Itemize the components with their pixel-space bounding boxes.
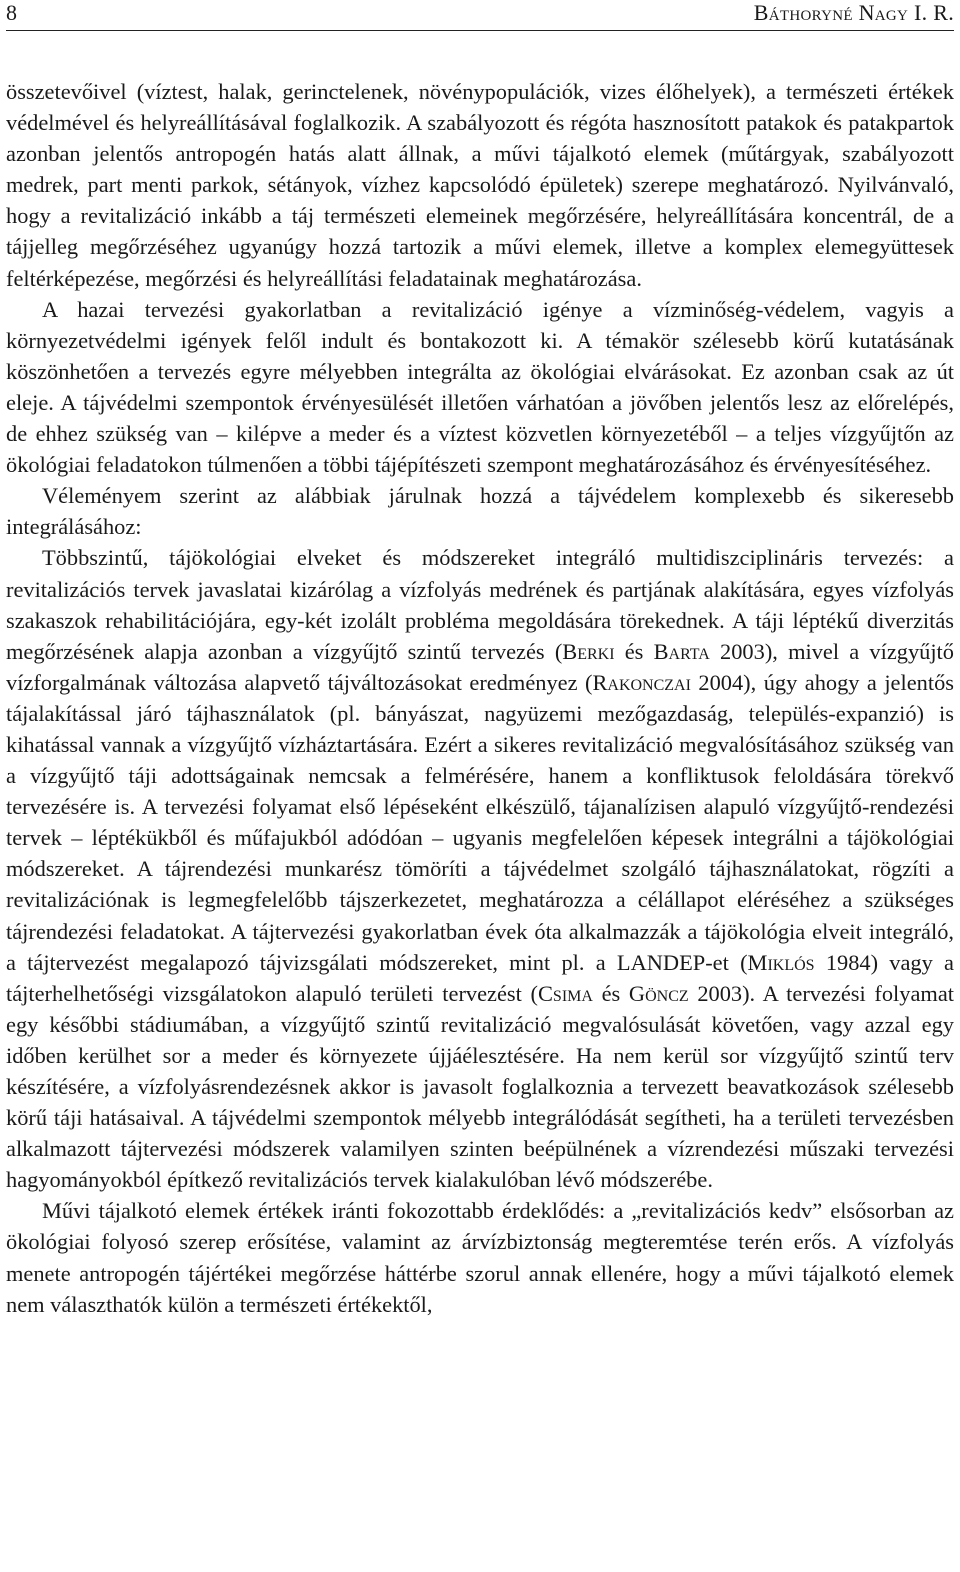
paragraph: Véleményem szerint az alábbiak járulnak hozzá a tájvédelem komplexebb és sikeresebb integrálásához: bbox=[6, 483, 954, 540]
running-header-author: Báthoryné Nagy I. R. bbox=[753, 0, 954, 25]
body-text bbox=[6, 76, 954, 1320]
citation-author: Barta bbox=[653, 638, 710, 664]
citation-author: Miklós bbox=[747, 949, 815, 975]
running-header bbox=[6, 0, 954, 31]
citation-author: Berki bbox=[562, 638, 615, 664]
page-number: 8 bbox=[6, 0, 17, 25]
paragraph: A hazai tervezési gyakorlatban a revitalizáció igénye a vízminőség-védelem, vagyis a környezetvédelmi igények felől indult és bontakozott ki. A témakör szélesebb körű kutatásának köszönhetően a tervezés egyre mélyebben integrálta az ökológiai elvárásokat. Ez azonban csak az út eleje. A tájvédelmi szempontok érvényesülését illetően várhatóan a jövőben jelentős lesz az előrelépés, de ehhez szükség van – kilépve a meder és a víztest közvetlen környezetéből – a teljes vízgyűjtőn az ökológiai feladatokon túlmenően a többi tájépítészeti szempont meghatározásához és érvényesítéséhez. bbox=[6, 296, 954, 478]
paragraph: Művi tájalkotó elemek értékek iránti fokozottabb érdeklődés: a „revitalizációs kedv” elsősorban az ökológiai folyosó szerep erősítése, valamint az árvízbiztonság megteremtése terén erős. A vízfolyás menete antropogén tájértékei megőrzése háttérbe szorul annak ellenére, hogy a művi tájalkotó elemek nem választhatók külön a természeti értékektől, bbox=[6, 1198, 954, 1317]
citation-author: Rakonczai bbox=[592, 669, 691, 695]
paragraph: összetevőivel (víztest, halak, gerinctelenek, növénypopulációk, vizes élőhelyek), a természeti értékek védelmével és helyreállításával foglalkozik. A szabályozott és régóta hasznosított patakok és patakpartok azonban jelentős antropogén hatás alatt állnak, a művi tájalkotó elemek (műtárgyak, szabályozott medrek, part menti parkok, sétányok, vízhez kapcsolódó épületek) szerepe meghatározó. Nyilvánvaló, hogy a revitalizáció inkább a táj természeti elemeinek megőrzésére, helyreállítására koncentrál, de a tájjelleg megőrzéséhez ugyanúgy hozzá tartozik a művi elemek, illetve a komplex elemegyüttesek feltérképezése, megőrzési és helyreállítási feladatainak meghatározása. bbox=[6, 79, 954, 291]
citation-author: Csima bbox=[537, 980, 593, 1006]
paragraph: Többszintű, tájökológiai elveket és módszereket integráló multidiszciplináris tervezés: a revitalizációs tervek javaslatai kizárólag a vízfolyás medrének és partjának alakítására, egyes vízfolyás szakaszok rehabilitációjára, egy-két izolált probléma megoldására törekednek. A táji léptékű diverzitás megőrzésének alapja azonban a vízgyűjtő szintű tervezés (Berki és Barta 2003), mivel a vízgyűjtő vízforgalmának változása alapvető tájváltozásokat eredményez (Rakonczai 2004), úgy ahogy a jelentős tájalakítással járó tájhasználatok (pl. bányászat, nagyüzemi mezőgazdaság, település-expanzió) is kihatással vannak a vízgyűjtő vízháztartására. Ezért a sikeres revitalizáció megvalósításához szükség van a vízgyűjtő táji adottságainak nemcsak a felmérésére, hanem a konfliktusok feloldására törekvő tervezésére is. A tervezési folyamat első lépéseként elkészülő, tájanalízisen alapuló vízgyűjtő-rendezési tervek – léptékükből és műfajukból adódóan – ugyanis megfelelően képesek integrálni a tájökológiai módszereket. A tájrendezési munkarész tömöríti a tájvédelmet szolgáló tájhasználatokat, rögzíti a revitalizációnak is legmegfelelőbb tájszerkezetet, meghatározza a célállapot eléréséhez a szükséges tájrendezési feladatokat. A tájtervezési gyakorlatban évek óta alkalmazzák a tájökológia elveit integráló, a tájtervezést megalapozó tájvizsgálati módszereket, mint pl. a LANDEP-et (Miklós 1984) vagy a tájterhelhetőségi vizsgálatokon alapuló területi tervezést (Csima és Göncz 2003). A tervezési folyamat egy későbbi stádiumában, a vízgyűjtő szintű revitalizáció megvalósulását követően, vagy azzal egy időben kerülhet sor a meder és környezete újjáélesztésére. Ha nem kerül sor vízgyűjtő szintű terv készítésére, a vízfolyásrendezésnek akkor is javasolt foglalkoznia a tervezett beavatkozások szélesebb körű táji hatásaival. A tájvédelmi szempontok mélyebb integrálódását segítheti, ha a területi tervezésben alkalmazott tájtervezési módszerek valamilyen szinten beépülnének a vízrendezési műszaki tervezési hagyományokból építkező revitalizációs tervek kialakulóban lévő módszerébe. bbox=[6, 545, 955, 1193]
citation-author: Göncz bbox=[628, 980, 689, 1006]
